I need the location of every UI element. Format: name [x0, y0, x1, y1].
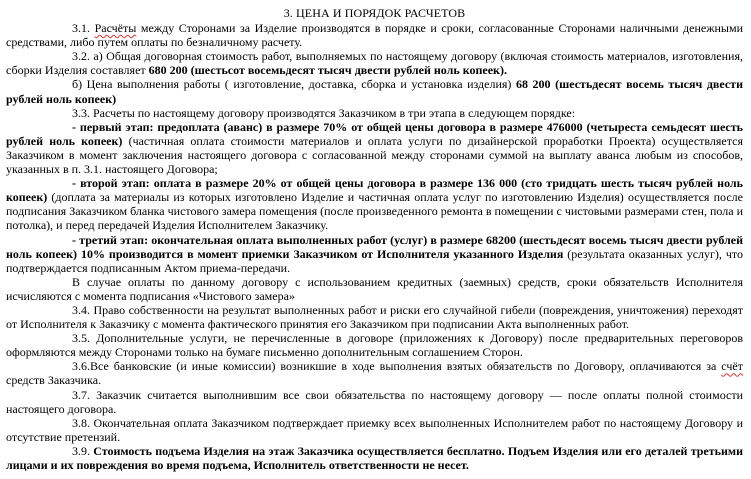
- clause-text: б) Цена выполнения работы ( изготовление, доставка, сборка и установка изделия): [72, 77, 516, 92]
- clause-text: (частичная оплата стоимости материалов и оплата услуги по дизайнерской проработки Проекта) осуществляется Заказчиком в момент заключения настоящего договора с согласованной между сторонами суммой на выплату аванса любым из способов, указанных в п. 3.1. настоящего Договора;: [6, 133, 743, 177]
- payment-stage-3: [6, 233, 743, 275]
- payment-stage-2: [6, 176, 743, 232]
- clause-text: 3.3. Расчеты по настоящему договору производятся Заказчиком в три этапа в следующем порядке:: [72, 105, 576, 120]
- clause-text: (результата оказанных услуг), что подтверждается подписанным Актом приема-передачи.: [6, 246, 744, 275]
- section-heading: 3. ЦЕНА И ПОРЯДОК РАСЧЕТОВ: [283, 6, 466, 20]
- clause-text: 3.8. Окончательная оплата Заказчиком подтверждает приемку всех выполненных Исполнителем работ по настоящему Договору и отсутствие претензий.: [6, 415, 743, 444]
- clause-text: 3.2. а) Общая договорная стоимость работ, выполняемых по настоящему договору (включая стоимость материалов, изготовления, сборки Изделия составляет: [6, 49, 743, 78]
- clause-3-2b: [6, 77, 743, 105]
- clause-text: между Сторонами за Изделие производятся в порядке и сроки, согласованные Сторонами наличными денежными средствами, либо путем оплаты по безналичному расчету.: [6, 21, 744, 50]
- clause-3-2a: [6, 49, 743, 77]
- clause-3-7: [6, 388, 743, 416]
- clause-text: 3.7. Заказчик считается выполнившим все свои обязательства по настоящему договору — после оплаты полной стоимости настоящего договора.: [6, 387, 743, 416]
- clause-bold-text: - третий этап: окончательная оплата выполненных работ (услуг) в размере 68200 (шестьдесят восемь тысяч двести рублей ноль копеек) 10% производится в момент приемки Заказчиком от Исполнителя указанного Изделия: [6, 232, 743, 261]
- clause-3-8: [6, 416, 743, 444]
- clause-bold-text: - второй этап: оплата в размере 20% от общей цены договора в размере 136 000 (сто тридцать шесть тысяч рублей ноль копеек): [6, 176, 743, 205]
- clause-number: 3.1.: [72, 21, 95, 36]
- clause-3-1: [6, 21, 743, 49]
- clause-text: средств Заказчика.: [6, 373, 102, 388]
- clause-text: В случае оплаты по данному договору с использованием кредитных (заемных) средств, сроки обязательств Исполнителя исчисляются с момента подписания «Чистового замера»: [6, 274, 743, 303]
- clause-text: 3.6.Все банковские (и иные комиссии) возникшие в ходе выполнения взятых обязательств по Договору, оплачиваются за: [72, 359, 722, 374]
- payment-stage-1: [6, 120, 743, 176]
- clause-number: 3.9.: [72, 443, 94, 458]
- clause-bold-text: Стоимость подъема Изделия на этаж Заказчика осуществляется бесплатно. Подъем Изделия или его деталей третьими лицами и их повреждения во время подъема, Исполнитель ответственности не несет.: [6, 443, 744, 472]
- clause-3-6: [6, 359, 743, 387]
- credit-clause: [6, 275, 743, 303]
- clause-3-3: [6, 106, 743, 120]
- clause-3-5: [6, 331, 743, 359]
- clause-3-4: [6, 303, 743, 331]
- clause-3-9: [6, 444, 743, 472]
- clause-text: 3.5. Дополнительные услуги, не перечисленные в договоре (приложениях к Договору) после предварительных переговоров оформляются между Сторонами только на бумаге письменно дополнительным соглашением Сторон.: [6, 331, 743, 360]
- spellcheck-word: счёт: [721, 359, 743, 374]
- clause-bold-text: 680 200 (шестьсот восемьдесят тысяч двести рублей ноль копеек).: [148, 63, 507, 78]
- clause-bold-text: 68 200 (шестьдесят восемь тысяч двести рублей ноль копеек): [6, 77, 743, 106]
- clause-text: (доплата за материалы из которых изготовлено Изделие и частичная оплата услуг по изготовлению Изделия) осуществляется после подписания Заказчиком бланка чистового замера помещения (после произведенного ремонта в помещении с чистовыми размерами стен, пола и потолка), и перед передачей Изделия Исполнителем Заказчику.: [6, 190, 743, 233]
- spellcheck-word: Расчёты: [94, 21, 137, 36]
- clause-text: 3.4. Право собственности на результат выполненных работ и риски его случайной гибели (повреждения, уничтожения) переходят от Исполнителя к Заказчику с момента фактического принятия его Заказчиком при подписании Акта выполненных работ.: [6, 302, 743, 332]
- clause-bold-text: - первый этап: предоплата (аванс) в размере 70% от общей цены договора в размере 476000 (четыреста семьдесят шесть рублей ноль копеек): [6, 119, 743, 148]
